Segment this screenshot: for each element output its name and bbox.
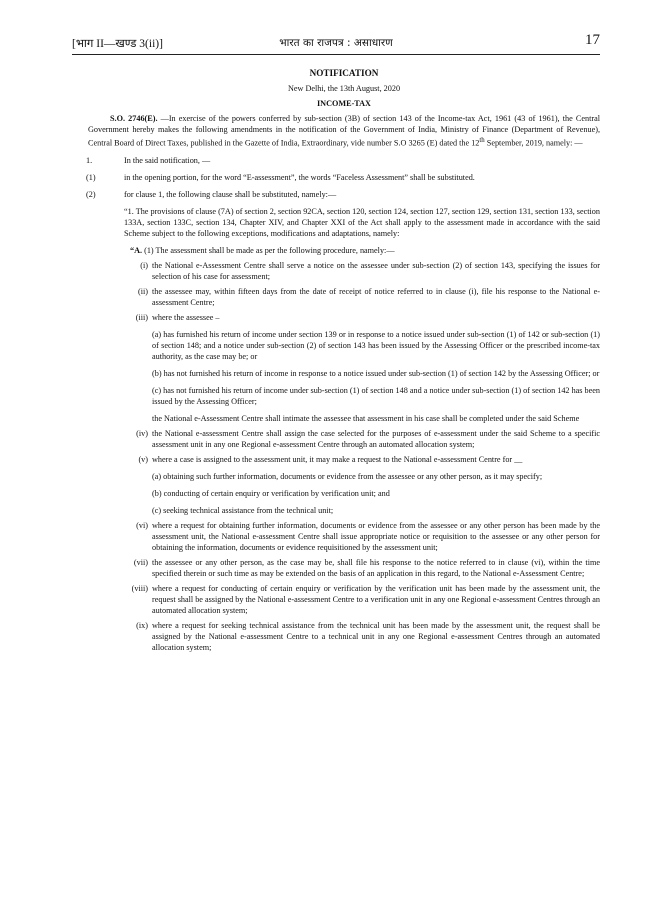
item-text: In the said notification, — — [124, 155, 211, 165]
paragraph-a-text: (1) The assessment shall be made as per the following procedure, namely:— — [142, 245, 395, 255]
subclause-text: where the assessee – — [152, 312, 220, 322]
item-number: (2) — [86, 189, 96, 199]
subclause-iii-conclusion: the National e-Assessment Centre shall intimate the assessee that assessment in his case shall be completed under the said Scheme — [152, 413, 580, 423]
item-number: 1. — [86, 155, 93, 165]
header-gazette-title: भारत का राजपत्र : असाधारण — [279, 37, 393, 49]
notification-body — [88, 68, 600, 653]
item-1 — [88, 155, 600, 166]
subclause-ii — [88, 286, 600, 308]
item-text: for clause 1, the following clause shall be substituted, namely:— — [124, 189, 337, 199]
item-number: (1) — [86, 172, 96, 182]
subclause-iii-c: (c) has not furnished his return of income under sub-section (1) of section 148 and a notice under sub-section (1) of section 142 has been issued by the Assessing Officer; — [152, 385, 600, 406]
subclause-number: (ix) — [136, 620, 148, 630]
subclause-v-a: (a) obtaining such further information, documents or evidence from the assessee or any other person, as it may specify; — [152, 471, 543, 481]
paragraph-a — [88, 245, 600, 256]
page-header — [72, 34, 600, 55]
subclause-i — [88, 260, 600, 282]
date-line: New Delhi, the 13th August, 2020 — [287, 84, 401, 93]
subclause-text: where a request for conducting of certain enquiry or verification by the verification unit has been made by the assessment unit, the request shall be assigned by the National e-assessment Centre to a verification unit in any one Regional e-assessment Centres through an automated allocation system; — [152, 583, 600, 615]
subclause-iii — [88, 312, 600, 323]
so-number: S.O. 2746(E). — [110, 114, 158, 123]
subclause-viii — [88, 583, 600, 616]
preamble-text-2: September, 2019, namely: — — [484, 138, 583, 148]
subclause-iii-a: (a) has furnished his return of income under section 139 or in response to a notice issued under sub-section (1) of 142 or sub-section (1) of section 148; and a notice under sub-section (2) of section 143 has been issued by the Assessing Officer or the prescribed income-tax authority, as the case may be; or — [152, 329, 600, 361]
subclause-text: where a request for obtaining further information, documents or evidence from the assessee or any other person has been made by the assessment unit, the National e-assessment Centre shall issue appropriate notice or requisition to the assessee or any other person for obtaining the information, documents or evidence requisitioned by the assessment unit; — [152, 520, 600, 552]
page-number: 17 — [585, 32, 600, 48]
item-1-1 — [88, 172, 600, 183]
subject-heading: INCOME-TAX — [317, 99, 371, 108]
subclause-number: (iv) — [136, 428, 148, 438]
subclause-number: (vi) — [136, 520, 148, 530]
subclause-number: (iii) — [135, 312, 148, 322]
preamble — [88, 113, 600, 149]
subclause-iv — [88, 428, 600, 450]
subclause-number: (ii) — [137, 286, 148, 296]
subclause-number: (viii) — [131, 583, 148, 593]
subclause-text: the National e-Assessment Centre shall serve a notice on the assessee under sub-section (2) of section 143, specifying the issues for selection of his case for assessment; — [152, 260, 600, 281]
subclause-number: (v) — [138, 454, 148, 464]
subclause-v-b: (b) conducting of certain enquiry or verification by verification unit; and — [152, 488, 390, 498]
clause-1-text: “1. The provisions of clause (7A) of section 2, section 92CA, section 120, section 124, section 127, section 129, section 131, section 133, section 133A, section 133C, section 134, Chapter XIV, and Chapter XXI of the Act shall apply to the assessment made in accordance with the said Scheme subject to the following exceptions, modifications and adaptations, namely: — [124, 206, 600, 238]
notification-title: NOTIFICATION — [309, 68, 379, 78]
preamble-sup: th — [479, 137, 485, 144]
subclause-vi — [88, 520, 600, 553]
subclause-v — [88, 454, 600, 465]
subclause-number: (vii) — [133, 557, 148, 567]
subclause-v-c: (c) seeking technical assistance from the technical unit; — [152, 505, 334, 515]
item-1-2 — [88, 189, 600, 200]
subclause-text: the assessee may, within fifteen days from the date of receipt of notice referred to in clause (i), file his response to the National e-assessment Centre; — [152, 286, 600, 307]
paragraph-a-lead: “A. — [130, 245, 143, 255]
subclause-vii — [88, 557, 600, 579]
header-part-section: [भाग II—खण्ड 3(ii)] — [72, 38, 163, 50]
subclause-text: the National e-assessment Centre shall assign the case selected for the purposes of e-assessment under the said Scheme to a specific assessment unit in any one Regional e-assessment Centre through an automated allocation system; — [152, 428, 600, 449]
subclause-ix — [88, 620, 600, 653]
subclause-number: (i) — [140, 260, 148, 270]
subclause-text: where a request for seeking technical assistance from the technical unit has been made by the assessment unit, the request shall be assigned by the National e-assessment Centre to a technical unit in any one Regional e-assessment Centres through an automated allocation system; — [152, 620, 600, 652]
subclause-text: the assessee or any other person, as the case may be, shall file his response to the notice referred to in clause (vi), within the time specified therein or such time as may be extended on the basis of an application in this regard, to the National e-Assessment Centre; — [152, 557, 600, 578]
subclause-text: where a case is assigned to the assessment unit, it may make a request to the National e-assessment Centre for __ — [152, 454, 523, 464]
item-text: in the opening portion, for the word “E-assessment”, the words “Faceless Assessment” shall be substituted. — [124, 172, 475, 182]
preamble-text-1: —In exercise of the powers conferred by sub-section (3B) of section 143 of the Income-tax Act, 1961 (43 of 1961), the Central Government hereby makes the following amendments in the notification of the Government of India, Ministry of Finance (Department of Revenue), Central Board of Direct Taxes, published in the Gazette of India, Extraordinary, vide number S.O 3265 (E) dated the 12 — [88, 114, 600, 148]
subclause-iii-b: (b) has not furnished his return of income in response to a notice issued under sub-section (1) of section 142 by the Assessing Officer; or — [152, 368, 600, 378]
